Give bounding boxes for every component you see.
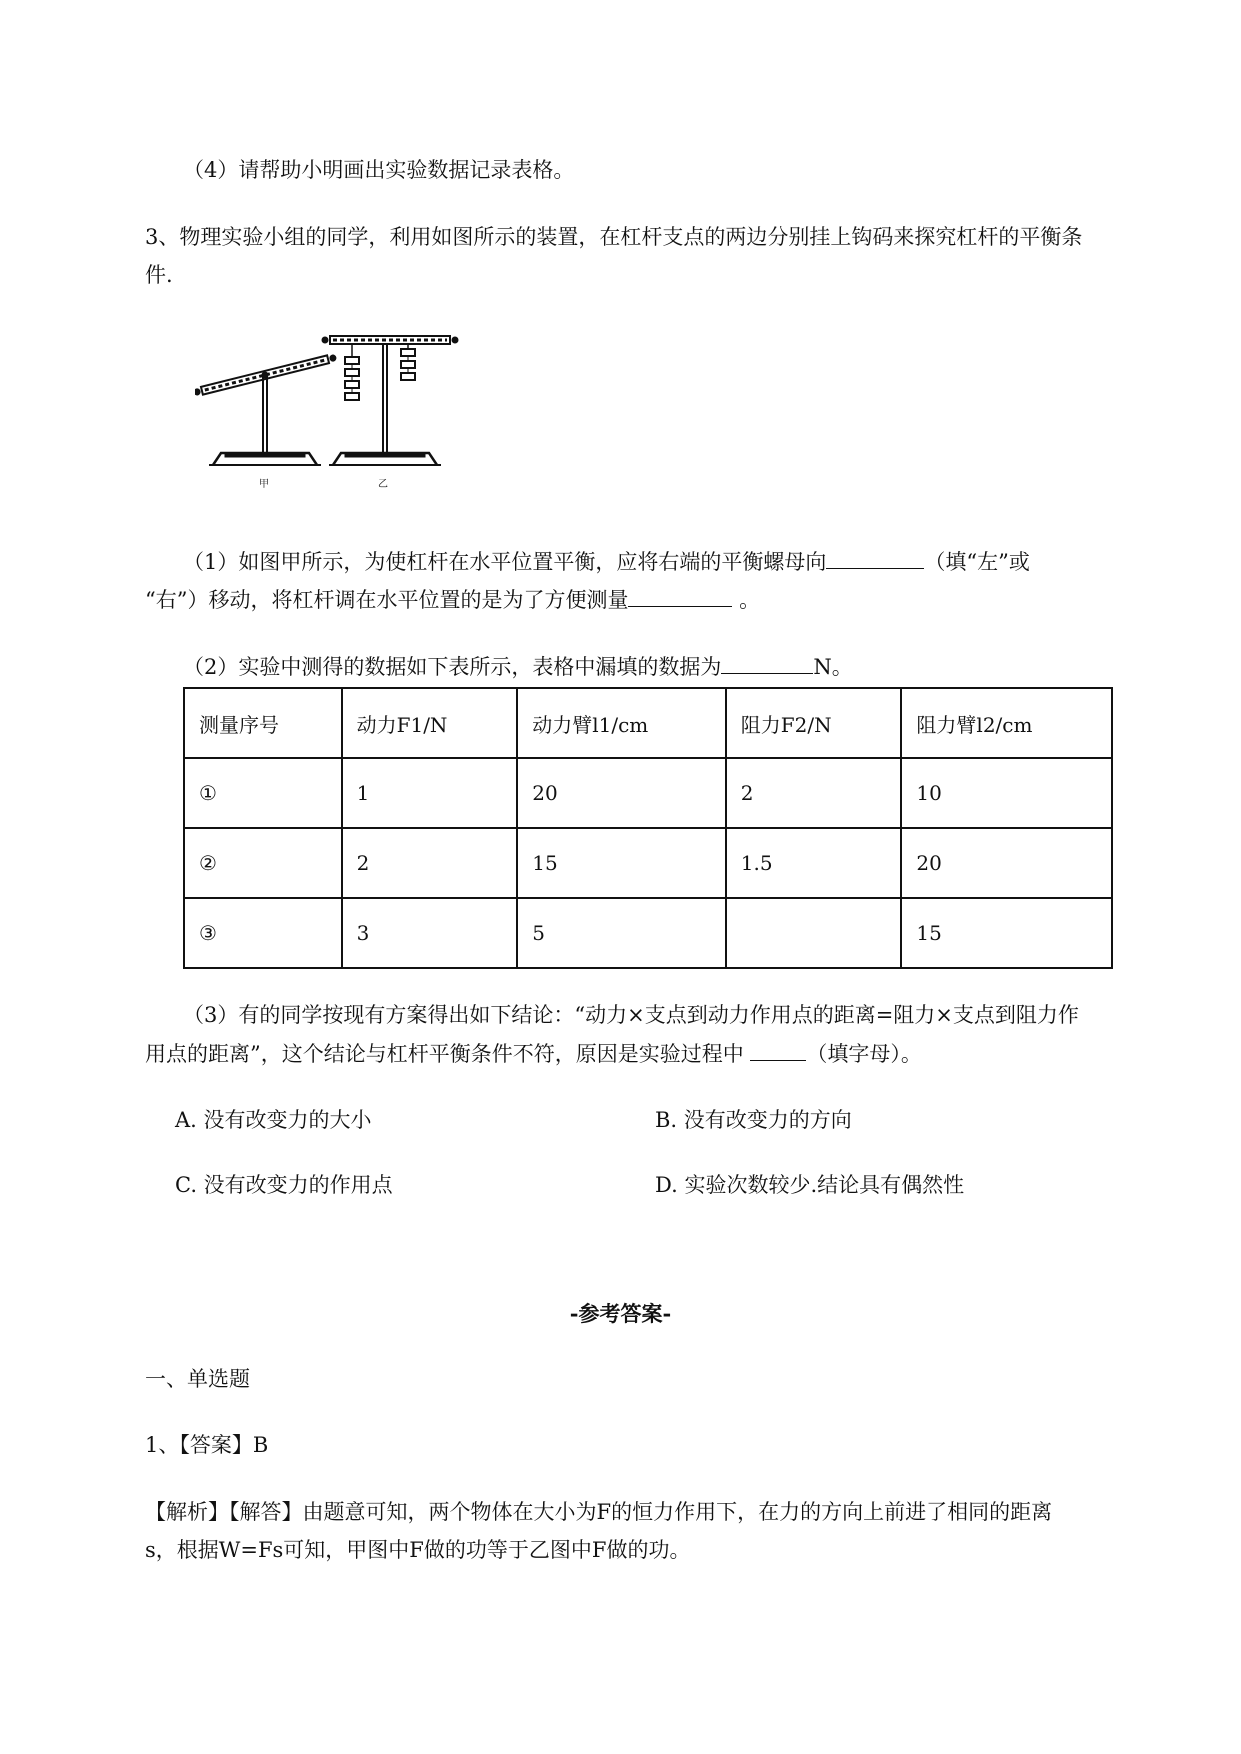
question-3-stem-line2: 件. [145, 263, 173, 287]
table-header-row [184, 688, 1112, 758]
part-2-text-a: （2）实验中测得的数据如下表所示，表格中漏填的数据为 [183, 655, 722, 679]
table-cell: 20 [901, 828, 1112, 898]
question-3-part-3-line2 [145, 1038, 922, 1069]
lever-apparatus-figure [195, 335, 515, 495]
option-d[interactable]: D. 实验次数较少.结论具有偶然性 [655, 1173, 965, 1197]
part-1-text-b: （填“左”或 [924, 550, 1030, 574]
answer-section-heading: 一、单选题 [145, 1367, 250, 1391]
table-cell: ③ [184, 898, 342, 968]
table-row [184, 898, 1112, 968]
table-header-cell: 测量序号 [184, 688, 342, 758]
answer-q1-analysis-line1: 【解析】【解答】由题意可知，两个物体在大小为F的恒力作用下，在力的方向上前进了相同的距离 [145, 1500, 1053, 1524]
answer-q1-analysis-line2: s，根据W=Fs可知，甲图中F做的功等于乙图中F做的功。 [145, 1538, 691, 1562]
table-cell: 2 [726, 758, 902, 828]
table-cell: 20 [517, 758, 726, 828]
question-3-part-3-line1: （3）有的同学按现有方案得出如下结论：“动力×支点到动力作用点的距离=阻力×支点到阻力作 [183, 1003, 1079, 1027]
figure-label-yi: 乙 [378, 479, 388, 490]
part-3-text-a: 用点的距离”，这个结论与杠杆平衡条件不符，原因是实验过程中 [145, 1042, 751, 1066]
part-1-text-c: “右”）移动，将杠杆调在水平位置的是为了方便测量 [145, 588, 629, 612]
table-cell: 15 [901, 898, 1112, 968]
answer-blank-direction[interactable] [826, 546, 924, 569]
table-header-cell: 阻力F2/N [726, 688, 902, 758]
figure-label-jia: 甲 [259, 479, 269, 490]
question-3-stem-line1: 3、物理实验小组的同学，利用如图所示的装置，在杠杆支点的两边分别挂上钩码来探究杠杆的平衡条 [145, 225, 1083, 249]
question-3-part-1-line1 [183, 546, 1030, 577]
answer-key-title: -参考答案- [569, 1301, 672, 1326]
table-cell: 5 [517, 898, 726, 968]
table-cell: 2 [342, 828, 518, 898]
answer-q1: 1、【答案】B [145, 1433, 269, 1457]
lever-figure-yi [322, 336, 458, 465]
experiment-data-table [183, 687, 1113, 969]
table-cell: 10 [901, 758, 1112, 828]
answer-blank-measure[interactable] [628, 584, 732, 607]
table-row [184, 828, 1112, 898]
option-a[interactable]: A. 没有改变力的大小 [175, 1108, 372, 1132]
table-cell: ② [184, 828, 342, 898]
question-3-part-1-line2 [145, 584, 760, 615]
option-c[interactable]: C. 没有改变力的作用点 [175, 1173, 393, 1197]
lever-figure-jia [195, 353, 337, 465]
table-cell-empty[interactable] [726, 898, 902, 968]
question-3-part-2 [183, 651, 853, 682]
part-1-text-a: （1）如图甲所示，为使杠杆在水平位置平衡，应将右端的平衡螺母向 [183, 550, 827, 574]
answer-blank-reason[interactable] [750, 1038, 806, 1061]
part-3-text-b: （填字母）。 [806, 1042, 922, 1066]
table-cell: ① [184, 758, 342, 828]
question-2-part-4: （4）请帮助小明画出实验数据记录表格。 [183, 158, 575, 182]
table-cell: 1 [342, 758, 518, 828]
option-b[interactable]: B. 没有改变力的方向 [655, 1108, 852, 1132]
table-cell: 3 [342, 898, 518, 968]
part-2-text-b: N。 [813, 655, 853, 679]
table-row [184, 758, 1112, 828]
table-header-cell: 动力F1/N [342, 688, 518, 758]
table-cell: 15 [517, 828, 726, 898]
table-header-cell: 动力臂l1/cm [517, 688, 726, 758]
answer-blank-missing-value[interactable] [721, 651, 813, 674]
part-1-text-d: 。 [732, 588, 761, 612]
table-cell: 1.5 [726, 828, 902, 898]
table-header-cell: 阻力臂l2/cm [901, 688, 1112, 758]
